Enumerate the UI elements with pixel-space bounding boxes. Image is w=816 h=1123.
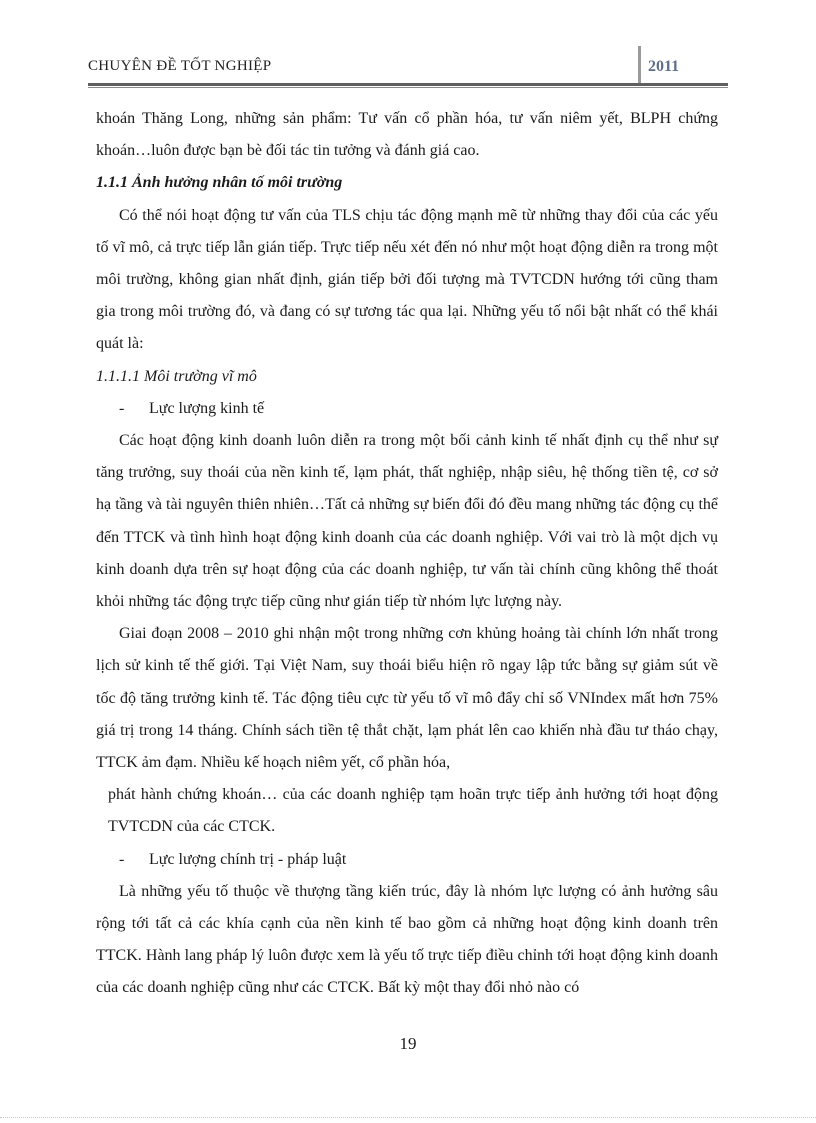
section-heading-1-1-1-1: 1.1.1.1 Môi trường vĩ mô <box>96 367 257 385</box>
footer-dotted-border <box>0 1117 816 1118</box>
bullet-political-forces <box>96 844 718 876</box>
body-text <box>96 103 718 1005</box>
running-header-title: CHUYÊN ĐỀ TỐT NGHIỆP <box>88 58 272 74</box>
section-heading-1-1-1: 1.1.1 Ảnh hưởng nhân tố môi trường <box>96 174 343 192</box>
bullet-dash: - <box>119 850 125 868</box>
page-number: 19 <box>399 1034 417 1053</box>
bullet-dash: - <box>119 399 125 417</box>
header-divider-vertical <box>638 46 641 84</box>
running-header-year: 2011 <box>648 58 680 75</box>
header-rule-thin <box>88 87 728 88</box>
bullet-economic-label: Lực lượng kinh tế <box>149 399 265 417</box>
bullet-political-label: Lực lượng chính trị - pháp luật <box>149 850 347 868</box>
header-rule-thick <box>88 83 728 86</box>
paragraph-environment: Có thể nói hoạt động tư vấn của TLS chịu tác động mạnh mẽ từ những thay đổi của các yếu tố vĩ mô, cả trực tiếp lẫn gián tiếp. Trực tiếp nếu xét đến nó như một hoạt động diễn ra trong một môi trường, không gian nhất định, gián tiếp bởi đối tượng mà TVTCDN hướng tới cũng tham gia trong môi trường đó, và đang có sự tương tác qua lại. Những yếu tố nổi bật nhất có thể khái quát là: <box>96 206 718 353</box>
paragraph-economic: Các hoạt động kinh doanh luôn diễn ra trong một bối cảnh kinh tế nhất định cụ thể như sự tăng trưởng, suy thoái của nền kinh tế, lạm phát, thất nghiệp, nhập siêu, hệ thống tiền tệ, cơ sở hạ tầng và tài nguyên thiên nhiên…Tất cả những sự biến đổi đó đều mang những tác động cụ thể đến TTCK và tình hình hoạt động kinh doanh của các doanh nghiệp. Với vai trò là một dịch vụ kinh doanh dựa trên sự hoạt động của các doanh nghiệp, tư vấn tài chính cũng không thể thoát khỏi những tác động trực tiếp cũng như gián tiếp từ nhóm lực lượng này. <box>96 432 718 611</box>
paragraph-intro-continued: khoán Thăng Long, những sản phẩm: Tư vấn cổ phần hóa, tư vấn niêm yết, BLPH chứng khoán…luôn được bạn bè đối tác tin tưởng và đánh giá cao. <box>96 110 718 160</box>
paragraph-crisis: Giai đoạn 2008 – 2010 ghi nhận một trong những cơn khủng hoảng tài chính lớn nhất trong lịch sử kinh tế thế giới. Tại Việt Nam, suy thoái biểu hiện rõ ngay lập tức bằng sự giảm sút về tốc độ tăng trưởng kinh tế. Tác động tiêu cực từ yếu tố vĩ mô đẩy chỉ số VNIndex mất hơn 75% giá trị trong 14 tháng. Chính sách tiền tệ thắt chặt, lạm phát lên cao khiến nhà đầu tư tháo chạy, TTCK ảm đạm. Nhiều kế hoạch niêm yết, cổ phần hóa, <box>96 625 718 772</box>
paragraph-crisis-continued: phát hành chứng khoán… của các doanh nghiệp tạm hoãn trực tiếp ảnh hưởng tới hoạt động TVTCDN của các CTCK. <box>108 786 718 836</box>
paragraph-politics: Là những yếu tố thuộc về thượng tầng kiến trúc, đây là nhóm lực lượng có ảnh hưởng sâu rộng tới tất cả các khía cạnh của nền kinh tế bao gồm cả những hoạt động kinh doanh trên TTCK. Hành lang pháp lý luôn được xem là yếu tố trực tiếp điều chỉnh tới hoạt động kinh doanh của các doanh nghiệp cũng như các CTCK. Bất kỳ một thay đổi nhỏ nào có <box>96 882 718 997</box>
bullet-economic-forces <box>96 393 718 425</box>
